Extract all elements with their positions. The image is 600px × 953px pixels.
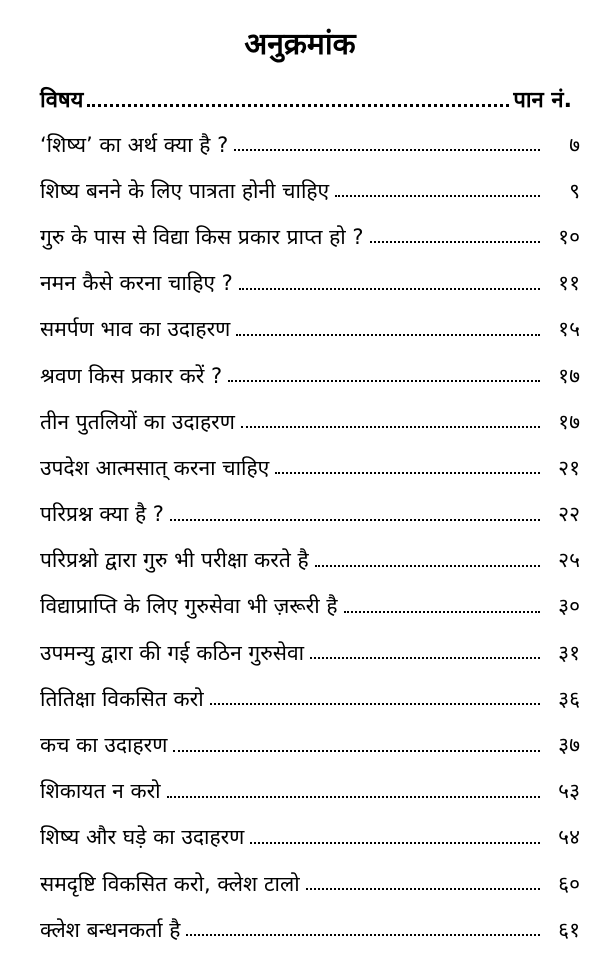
page-number-header: पान नं. xyxy=(513,88,572,113)
toc-entry xyxy=(40,769,580,815)
subject-header: विषय xyxy=(40,88,84,113)
toc-entry-page: १७ xyxy=(558,363,580,388)
leader-dots xyxy=(344,611,541,613)
toc-entry-label: समर्पण भाव का उदाहरण xyxy=(40,317,231,342)
toc-entry xyxy=(40,492,580,538)
leader-dots xyxy=(250,842,540,844)
toc-entry-page: ९ xyxy=(569,178,580,203)
toc-entry-label: कच का उदाहरण xyxy=(40,733,168,758)
toc-entry xyxy=(40,399,580,445)
leader-dots xyxy=(306,888,540,890)
toc-entry-page: १५ xyxy=(558,317,580,342)
toc-entry-page: १० xyxy=(558,224,580,249)
toc-entry-page: १७ xyxy=(558,409,580,434)
toc-entry-label: गुरु के पास से विद्या किस प्रकार प्राप्त हो ? xyxy=(40,224,364,249)
toc-entry-label: परिप्रश्नो द्वारा गुरु भी परीक्षा करते है xyxy=(40,548,309,573)
toc-entry xyxy=(40,214,580,260)
toc-entry-page: ५३ xyxy=(558,779,580,804)
leader-dots xyxy=(239,288,540,290)
toc-entry-label: परिप्रश्न क्या है ? xyxy=(40,502,164,527)
toc-entry xyxy=(40,307,580,353)
leader-dots xyxy=(186,934,540,936)
leader-dots xyxy=(370,241,540,243)
leader-dots xyxy=(170,519,540,521)
toc-entry-label: विद्याप्राप्ति के लिए गुरुसेवा भी ज़रूरी है xyxy=(40,594,338,619)
leader-dots xyxy=(275,472,540,474)
toc-entry xyxy=(40,261,580,307)
toc-entry-page: २५ xyxy=(558,548,580,573)
leader-dots xyxy=(167,796,540,798)
leader-dots xyxy=(315,565,540,567)
leader-dots xyxy=(210,703,540,705)
toc-entry-label: तीन पुतलियों का उदाहरण xyxy=(40,409,235,434)
leader-dots xyxy=(173,750,540,752)
leader-dots xyxy=(234,149,540,151)
leader-dots xyxy=(236,334,540,336)
page-title: अनुक्रमांक xyxy=(244,27,356,62)
leader-dots xyxy=(335,195,540,197)
toc-entry-page: ३१ xyxy=(558,640,580,665)
toc-entry xyxy=(40,861,580,907)
toc-entry-page: २२ xyxy=(558,502,580,527)
toc-entry xyxy=(40,907,580,953)
toc-entry-label: श्रवण किस प्रकार करें ? xyxy=(40,363,223,388)
toc-entry xyxy=(40,630,580,676)
toc-entry-label: क्लेश बन्धनकर्ता है xyxy=(40,917,181,942)
toc-entry xyxy=(40,538,580,584)
toc-entry-label: ‘शिष्य’ का अर्थ क्या है ? xyxy=(40,132,229,157)
leader-dots xyxy=(310,657,540,659)
toc-header xyxy=(40,78,572,114)
leader-dots xyxy=(228,380,540,382)
toc-entry xyxy=(40,815,580,861)
toc-entry xyxy=(40,584,580,630)
toc-list xyxy=(40,122,580,953)
toc-entry-label: शिष्य बनने के लिए पात्रता होनी चाहिए xyxy=(40,178,330,203)
toc-entry xyxy=(40,168,580,214)
toc-entry xyxy=(40,353,580,399)
toc-entry-page: ७ xyxy=(569,132,580,157)
toc-entry-page: ६१ xyxy=(558,917,580,942)
toc-entry xyxy=(40,445,580,491)
toc-entry xyxy=(40,122,580,168)
toc-entry xyxy=(40,722,580,768)
toc-entry-label: तितिक्षा विकसित करो xyxy=(40,686,204,711)
toc-entry-label: समदृष्टि विकसित करो, क्लेश टालो xyxy=(40,871,300,896)
toc-entry xyxy=(40,676,580,722)
toc-entry-page: ५४ xyxy=(558,825,580,850)
toc-entry-page: ३० xyxy=(558,594,580,619)
toc-entry-label: नमन कैसे करना चाहिए ? xyxy=(40,271,233,296)
toc-entry-label: उपमन्यु द्वारा की गई कठिन गुरुसेवा xyxy=(40,640,305,665)
toc-entry-label: शिष्य और घड़े का उदाहरण xyxy=(40,825,245,850)
toc-entry-page: ६० xyxy=(558,871,580,896)
leader-dots xyxy=(241,426,540,428)
toc-entry-page: ३७ xyxy=(558,733,580,758)
toc-entry-page: २१ xyxy=(558,455,580,480)
toc-entry-page: ११ xyxy=(558,271,580,296)
toc-entry-label: उपदेश आत्मसात् करना चाहिए xyxy=(40,455,270,480)
header-leader-dots xyxy=(87,104,509,107)
toc-entry-label: शिकायत न करो xyxy=(40,779,161,804)
toc-entry-page: ३६ xyxy=(558,686,580,711)
